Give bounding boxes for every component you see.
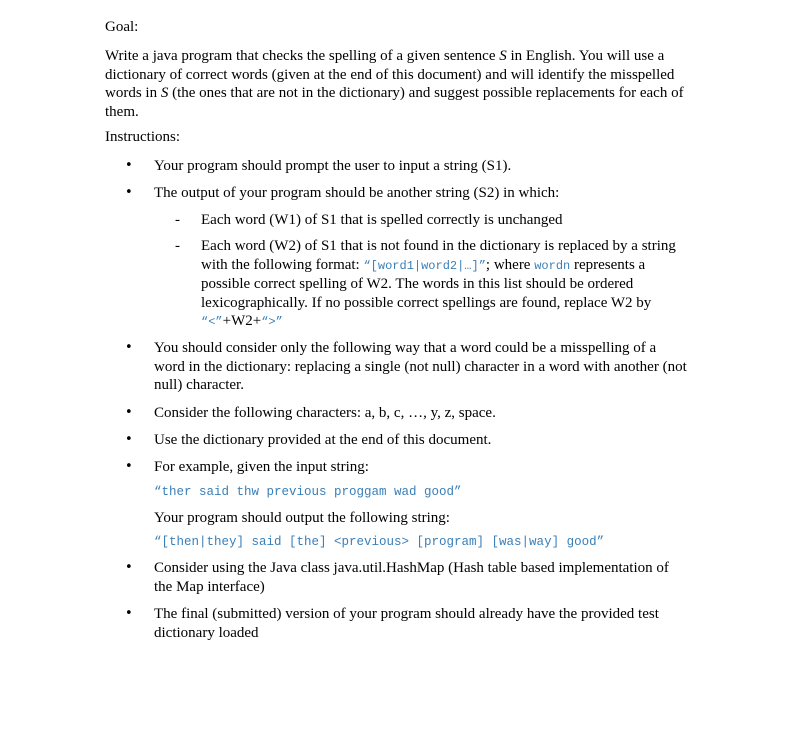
format-code: “[word1|word2|…]” — [363, 258, 486, 273]
bullet-text: Consider using the Java class java.util.HashMap (Hash table based implementation of the Map interface) — [154, 560, 669, 595]
bullet-item-example — [125, 458, 690, 477]
bullet-icon: • — [125, 158, 133, 173]
bullet-item-misspelling-rule — [125, 339, 690, 395]
intro-text-2: in English. You will use a dictionary of correct words (given at the end of this document) and will identify the misspelled words in — [105, 48, 675, 101]
sub-text-part-b: ; where — [485, 256, 535, 273]
bullet-icon: • — [125, 606, 133, 621]
sub-text-part-a: Each word (W2) of S1 that is not found in the dictionary is replaced by a string with the following format: — [201, 238, 676, 273]
sub-text: Each word (W1) of S1 that is spelled correctly is unchanged — [201, 212, 563, 228]
bullet-icon: • — [125, 432, 133, 447]
bullet-icon: • — [125, 560, 133, 575]
bullet-text: For example, given the input string: — [154, 459, 369, 475]
intro-s-2: S — [160, 85, 169, 101]
instructions-heading: Instructions: — [105, 129, 180, 145]
example-output-label: Your program should output the following string: — [154, 510, 450, 526]
bullet-item-characters — [125, 404, 690, 423]
sub-text — [201, 237, 685, 332]
sub-item-correct-word — [175, 211, 685, 230]
bullet-item-final-version — [125, 605, 690, 642]
bullet-icon: • — [125, 340, 133, 355]
close-bracket-code: “>” — [261, 315, 283, 329]
bullet-item-dictionary — [125, 431, 690, 450]
bullet-text: You should consider only the following way that a word could be a misspelling of a word in the dictionary: replacing a single (not null) character in a word with another (not null) character. — [154, 340, 687, 393]
bullet-item-prompt — [125, 157, 690, 176]
goal-heading: Goal: — [105, 19, 139, 35]
sub-text-part-d: +W2+ — [222, 313, 262, 329]
dash-icon: - — [175, 212, 180, 228]
sub-item-misspelled-word — [175, 237, 685, 332]
bullet-text: Your program should prompt the user to input a string (S1). — [154, 158, 512, 174]
example-input-code: “ther said thw previous proggam wad good” — [154, 485, 462, 499]
bullet-icon: • — [125, 405, 133, 420]
dash-icon: - — [175, 238, 180, 254]
bullet-item-hashmap — [125, 559, 690, 596]
bullet-item-output — [125, 184, 690, 203]
bullet-text: Use the dictionary provided at the end of this document. — [154, 432, 492, 448]
bullet-text: Consider the following characters: a, b, c, …, y, z, space. — [154, 405, 496, 421]
intro-paragraph — [105, 47, 690, 121]
bullet-icon: • — [125, 459, 133, 474]
open-bracket-code: “<” — [201, 315, 223, 329]
intro-s-1: S — [499, 48, 507, 64]
intro-text-3: (the ones that are not in the dictionary) and suggest possible replacements for each of them. — [105, 85, 684, 120]
wordn-code: wordn — [534, 258, 571, 273]
example-output-code: “[then|they] said [the] <previous> [program] [was|way] good” — [154, 535, 605, 549]
bullet-text: The output of your program should be another string (S2) in which: — [154, 185, 560, 201]
intro-text-1: Write a java program that checks the spelling of a given sentence — [105, 48, 500, 64]
bullet-icon: • — [125, 185, 133, 200]
bullet-text: The final (submitted) version of your program should already have the provided test dictionary loaded — [154, 606, 659, 641]
sub-text-part-c: represents a possible correct spelling of W2. The words in this list should be ordered lexicographically. If no possible correct spellings are found, replace W2 by — [201, 256, 652, 311]
